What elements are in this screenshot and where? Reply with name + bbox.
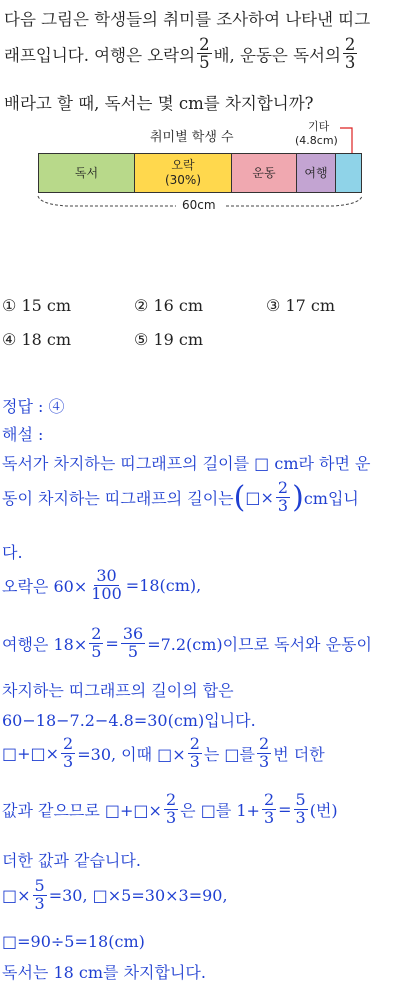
explanation-text: (번) [309,800,338,820]
fraction [257,736,271,771]
fraction [89,626,103,661]
denominator: 3 [263,807,275,827]
etc-value: (4.8cm) [295,134,338,147]
denominator: 3 [189,751,200,771]
fraction [121,626,145,661]
denominator: 5 [199,53,210,73]
explanation-line-3: 다. [2,543,23,562]
segment-label: 오락 [171,158,195,172]
question-text-b: 배, 운동은 독서의 [213,45,341,65]
explanation-line-13: 독서는 18 cm를 차지합니다. [2,963,206,982]
segment-label: 운동 [252,165,276,180]
denominator: 3 [63,751,74,771]
explanation-line-4 [2,568,201,603]
explanation-text: 은 □를 1+ [180,800,260,820]
numerator: 2 [63,734,74,753]
choice-5[interactable] [134,330,203,349]
explanation-text: 여행은 18× [2,634,88,654]
numerator: 5 [295,790,306,809]
explanation-text: =30, 이때 □× [77,744,186,764]
choice-text: 19 cm [153,330,204,349]
explanation-text: cm입니 [303,489,359,508]
numerator: 2 [277,478,289,498]
explanation-line-6: 차지하는 띠그래프의 길이의 합은 [2,681,234,700]
choice-number: ⑤ [134,330,149,349]
explanation-line-12: □=90÷5=18(cm) [2,932,145,951]
choice-number: ① [2,296,17,315]
explanation-text: =30, □×5=30×3=90, [48,885,228,905]
denominator: 3 [295,807,306,827]
explanation-label: 해설 : [2,425,44,444]
numerator: 2 [263,790,275,809]
explanation-text: 동이 차지하는 띠그래프의 길이는 [2,489,234,508]
choice-text: 16 cm [153,296,204,315]
numerator: 2 [259,734,270,753]
choice-text: 18 cm [21,330,72,349]
segment-travel [296,153,336,193]
denominator: 3 [34,893,45,913]
denominator: 100 [91,583,122,603]
explanation-line-8 [2,736,325,771]
segment-exercise [231,153,297,193]
choice-1[interactable] [2,296,71,315]
segment-label: 여행 [304,165,328,180]
explanation-text: □× [245,488,274,507]
explanation-text: 번 더한 [273,744,325,764]
denominator: 5 [127,641,139,661]
paren-open: ( [233,480,246,515]
explanation-text: = [105,633,119,653]
explanation-text: =18(cm), [125,575,202,595]
explanation-line-9 [2,792,338,827]
choice-text: 15 cm [21,296,72,315]
numerator: 5 [34,876,45,895]
question-text-a: 래프입니다. 여행은 오락의 [4,45,196,65]
choice-3[interactable] [266,296,335,315]
explanation-text: 값과 같으므로 □+□× [2,800,162,820]
denominator: 5 [91,641,102,661]
denominator: 3 [165,807,177,827]
explanation-line-1: 독서가 차지하는 띠그래프의 길이를 □ cm라 하면 운 [2,454,371,473]
choice-number: ② [134,296,149,315]
question-line-2 [4,36,359,72]
paren-close: ) [292,480,304,515]
fraction [262,792,276,827]
explanation-text: 오락은 60× [2,576,88,596]
numerator: 30 [96,566,117,585]
explanation-line-11 [2,878,228,913]
denominator: 3 [259,751,270,771]
numerator: 2 [91,624,102,643]
strip-graph [38,153,362,193]
graph-title: 취미별 학생 수 [150,130,234,145]
question-line-1: 다음 그림은 학생들의 취미를 조사하여 나타낸 띠그 [4,10,371,29]
segment-etc [335,153,362,193]
fraction [61,736,75,771]
choice-number: ④ [2,330,17,349]
segment-reading [38,153,135,193]
fraction [276,480,290,515]
choice-4[interactable] [2,330,71,349]
explanation-line-5 [2,626,372,661]
segment-entertainment [134,153,232,193]
numerator: 2 [165,790,177,809]
fraction-two-fifths [197,36,212,72]
numerator: 36 [122,624,144,643]
fraction-two-thirds [343,36,358,72]
fraction [294,792,308,827]
fraction [164,792,178,827]
total-length-label: 60cm [182,198,216,212]
explanation-text: = [278,799,292,819]
answer-label: 정답 : ④ [2,397,65,416]
fraction [33,878,47,913]
etc-label: 기타 [308,120,330,133]
choice-2[interactable] [134,296,203,315]
denominator: 3 [344,53,356,73]
fraction [89,568,124,603]
explanation-text: =7.2(cm)이므로 독서와 운동이 [147,634,372,654]
explanation-text: □× [2,885,31,905]
fraction [188,736,202,771]
numerator: 2 [189,734,200,753]
explanation-text: 는 □를 [203,744,256,764]
segment-label: 독서 [74,165,99,180]
question-line-3: 배라고 할 때, 독서는 몇 cm를 차지합니까? [4,94,314,113]
explanation-line-10: 더한 값과 같습니다. [2,851,141,870]
numerator: 2 [199,35,210,54]
segment-percent: (30%) [164,173,202,187]
numerator: 2 [344,35,356,54]
explanation-line-2 [2,480,359,515]
denominator: 3 [277,496,289,515]
explanation-text: □+□× [2,743,60,763]
explanation-line-7: 60−18−7.2−4.8=30(cm)입니다. [2,711,256,730]
choice-text: 17 cm [285,296,336,315]
choice-number: ③ [266,296,281,315]
